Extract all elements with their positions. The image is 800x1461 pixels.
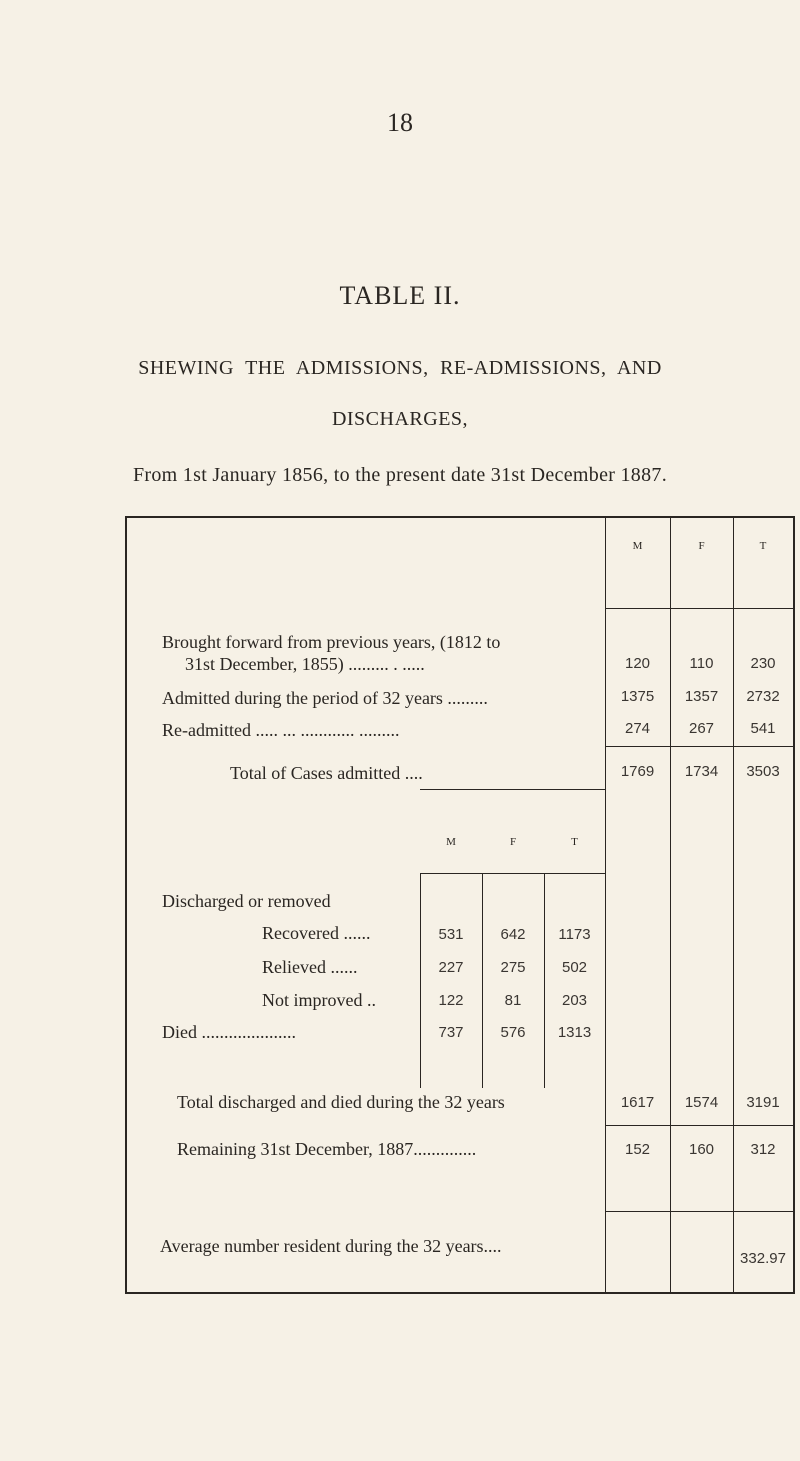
- average-rule: [605, 1211, 793, 1212]
- cell-readmitted-f: 267: [688, 720, 715, 737]
- row-label-remaining: Remaining 31st December, 1887..............: [177, 1139, 477, 1159]
- cell-total-admitted-m: 1769: [620, 763, 655, 780]
- row-label-readmitted: Re-admitted ..... ... ............ .........: [162, 720, 400, 740]
- row-label-died: Died .....................: [162, 1022, 296, 1042]
- cell-remaining-m: 152: [624, 1141, 651, 1158]
- sub-col-m-left-rule: [420, 873, 421, 1088]
- col-header-f: F: [698, 540, 705, 552]
- col-f-left-rule: [670, 518, 671, 1292]
- subtitle-line1: SHEWING THE ADMISSIONS, RE-ADMISSIONS, AND: [138, 357, 662, 379]
- cell-readmitted-t: 541: [750, 720, 776, 737]
- table-bottom-rule: [125, 1292, 795, 1294]
- row-label-brought-forward-1: Brought forward from previous years, (1812 to: [162, 632, 501, 652]
- cell-remaining-t: 312: [750, 1141, 776, 1158]
- col-m-left-rule: [605, 518, 606, 1292]
- cell-died-m: 737: [438, 1024, 464, 1041]
- table-right-rule: [793, 516, 795, 1294]
- cell-recovered-t: 1173: [558, 926, 591, 943]
- cell-total-discharged-f: 1574: [684, 1094, 719, 1111]
- row-label-total-discharged: Total discharged and died during the 32 years: [177, 1092, 505, 1112]
- cell-relieved-m: 227: [438, 959, 464, 976]
- table-top-rule: [125, 516, 795, 518]
- row-label-admitted: Admitted during the period of 32 years .........: [162, 688, 488, 708]
- page-number: 18: [387, 108, 413, 137]
- table-left-rule: [125, 516, 127, 1294]
- cell-not-improved-m: 122: [438, 992, 464, 1009]
- cell-died-t: 1313: [557, 1024, 592, 1041]
- cell-recovered-m: 531: [438, 926, 464, 943]
- row-label-recovered: Recovered ......: [262, 923, 371, 943]
- row-label-total-admitted: Total of Cases admitted ....: [230, 763, 423, 783]
- col-header-t: T: [759, 540, 767, 552]
- cell-total-admitted-t: 3503: [746, 763, 780, 780]
- cell-relieved-t: 502: [561, 959, 588, 976]
- cell-admitted-f: 1357: [684, 688, 719, 705]
- cell-recovered-f: 642: [500, 926, 526, 943]
- row-label-brought-forward-2: 31st December, 1855) ......... . .....: [185, 654, 425, 674]
- cell-brought-forward-t: 230: [750, 655, 776, 672]
- sub-col-header-m: M: [446, 836, 456, 848]
- sub-table-top-rule: [420, 789, 605, 790]
- table-title: TABLE II.: [339, 281, 461, 310]
- cell-total-discharged-t: 3191: [746, 1094, 780, 1111]
- row-label-relieved: Relieved ......: [262, 957, 358, 977]
- sub-col-header-t: T: [571, 836, 578, 848]
- sub-col-header-f: F: [509, 836, 517, 848]
- col-header-m: M: [632, 540, 643, 552]
- subtitle-line2: DISCHARGES,: [331, 408, 469, 430]
- cell-not-improved-f: 81: [504, 992, 522, 1009]
- cell-relieved-f: 275: [500, 959, 526, 976]
- sub-header-underline: [420, 873, 605, 874]
- cell-total-admitted-f: 1734: [684, 763, 719, 780]
- cell-not-improved-t: 203: [561, 992, 588, 1009]
- sub-col-f-left-rule: [482, 873, 483, 1088]
- date-range: From 1st January 1856, to the present date 31st December 1887.: [132, 464, 668, 486]
- cell-average-t: 332.97: [740, 1250, 786, 1267]
- cell-admitted-t: 2732: [746, 688, 780, 705]
- cell-brought-forward-m: 120: [624, 655, 651, 672]
- cell-remaining-f: 160: [688, 1141, 715, 1158]
- cell-readmitted-m: 274: [624, 720, 651, 737]
- row-label-not-improved: Not improved ..: [262, 990, 376, 1010]
- col-t-left-rule: [733, 518, 734, 1292]
- cell-died-f: 576: [500, 1024, 526, 1041]
- subtotal-rule: [605, 746, 793, 747]
- cell-brought-forward-f: 110: [689, 655, 714, 672]
- remaining-rule: [605, 1125, 793, 1126]
- discharge-heading: Discharged or removed: [162, 891, 331, 911]
- cell-admitted-m: 1375: [620, 688, 655, 705]
- header-underline: [605, 608, 793, 609]
- cell-total-discharged-m: 1617: [620, 1094, 655, 1111]
- row-label-average: Average number resident during the 32 years....: [160, 1236, 502, 1256]
- sub-col-t-left-rule: [544, 873, 545, 1088]
